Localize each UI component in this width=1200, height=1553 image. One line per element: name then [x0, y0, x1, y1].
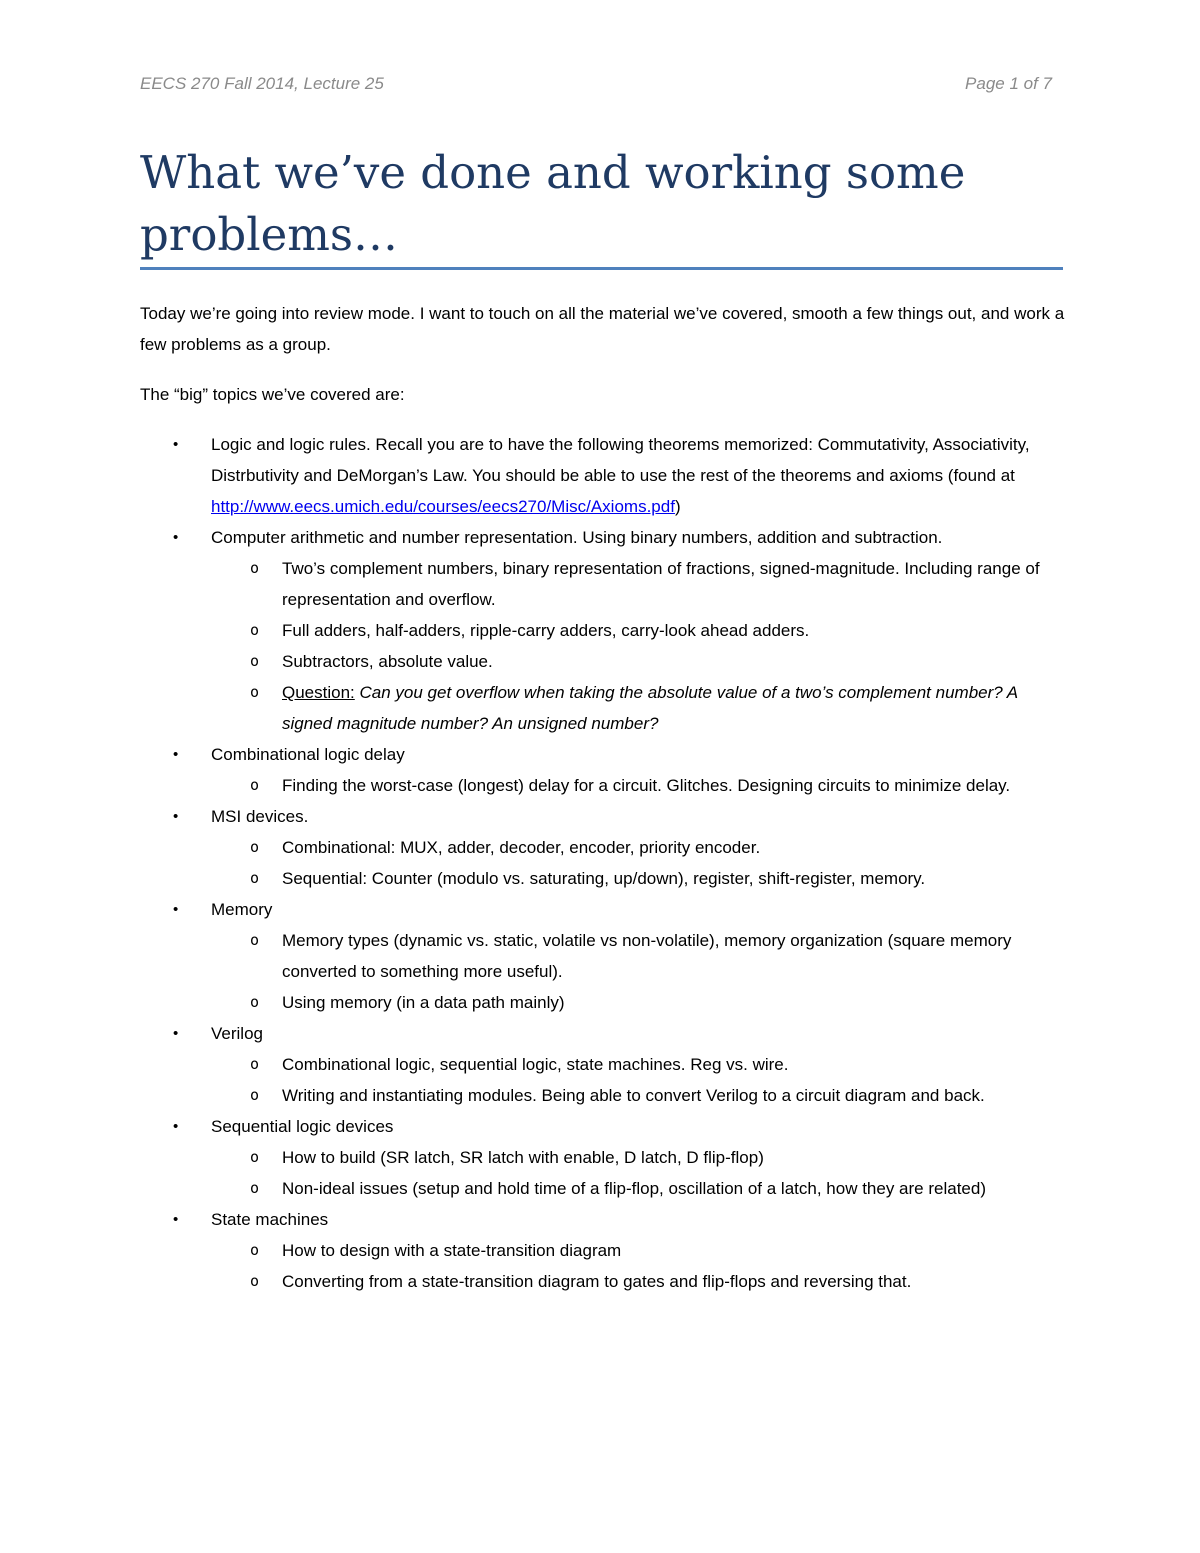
- page-title: What we’ve done and working some problems…: [140, 146, 966, 261]
- subtopic-text: Using memory (in a data path mainly): [282, 993, 565, 1012]
- bullet-icon: •: [173, 901, 179, 918]
- subtopic-item: [211, 832, 1070, 863]
- subtopic-item: [211, 1049, 1070, 1080]
- topics-lead-in: The “big” topics we’ve covered are:: [140, 385, 405, 404]
- topic-text: Combinational logic delay: [211, 745, 405, 764]
- sub-bullet-icon: o: [250, 931, 260, 949]
- topic-combinational-delay: [140, 739, 1070, 801]
- header-course-lecture: EECS 270 Fall 2014, Lecture 25: [140, 74, 384, 93]
- topic-text: Memory: [211, 900, 273, 919]
- sub-bullet-icon: o: [250, 1055, 260, 1073]
- subtopic-item: [211, 863, 1070, 894]
- subtopic-item: [211, 1142, 1070, 1173]
- subtopics-list: [211, 770, 1070, 801]
- subtopic-item: [211, 1173, 1070, 1204]
- sub-bullet-icon: o: [250, 559, 260, 577]
- subtopic-item: [211, 1235, 1070, 1266]
- topic-logic-rules: [140, 429, 1070, 522]
- subtopic-item: [211, 1080, 1070, 1111]
- subtopic-text: How to build (SR latch, SR latch with enable, D latch, D flip-flop): [282, 1148, 764, 1167]
- subtopics-list: [211, 1049, 1070, 1111]
- sub-bullet-icon: o: [250, 621, 260, 639]
- subtopic-item: [211, 925, 1070, 987]
- sub-bullet-icon: o: [250, 776, 260, 794]
- subtopics-list: [211, 925, 1070, 1018]
- intro-paragraph: Today we’re going into review mode. I want to touch on all the material we’ve covered, smooth a few things out, and work a few problems as a group.: [140, 304, 1065, 354]
- subtopic-text: Converting from a state-transition diagram to gates and flip-flops and reversing that.: [282, 1272, 912, 1291]
- subtopic-text: Combinational: MUX, adder, decoder, encoder, priority encoder.: [282, 838, 761, 857]
- topic-msi-devices: [140, 801, 1070, 894]
- subtopic-text: Memory types (dynamic vs. static, volatile vs non-volatile), memory organization (square memory converted to something more useful).: [282, 931, 1012, 981]
- topic-computer-arithmetic: [140, 522, 1070, 739]
- subtopic-text: Combinational logic, sequential logic, state machines. Reg vs. wire.: [282, 1055, 789, 1074]
- topic-verilog: [140, 1018, 1070, 1111]
- topics-list: [140, 429, 1070, 1297]
- bullet-icon: •: [173, 436, 179, 453]
- sub-bullet-icon: o: [250, 1086, 260, 1104]
- subtopic-text: Sequential: Counter (modulo vs. saturating, up/down), register, shift-register, memory.: [282, 869, 926, 888]
- subtopic-text: Full adders, half-adders, ripple-carry adders, carry-look ahead adders.: [282, 621, 810, 640]
- subtopic-text: Subtractors, absolute value.: [282, 652, 493, 671]
- subtopic-item: [211, 553, 1070, 615]
- sub-bullet-icon: o: [250, 1179, 260, 1197]
- subtopic-item: [211, 1266, 1070, 1297]
- topic-sequential-devices: [140, 1111, 1070, 1204]
- topic-text: Verilog: [211, 1024, 263, 1043]
- bullet-icon: •: [173, 746, 179, 763]
- sub-bullet-icon: o: [250, 1241, 260, 1259]
- subtopic-question: [211, 677, 1070, 739]
- subtopic-item: [211, 615, 1070, 646]
- subtopic-text: Two’s complement numbers, binary representation of fractions, signed-magnitude. Including range of representation and overflow.: [282, 559, 1040, 609]
- bullet-icon: •: [173, 1211, 179, 1228]
- subtopics-list: [211, 1142, 1070, 1204]
- subtopics-list: [211, 553, 1070, 739]
- subtopic-item: [211, 987, 1070, 1018]
- topic-text: State machines: [211, 1210, 329, 1229]
- subtopics-list: [211, 832, 1070, 894]
- subtopic-text: Non-ideal issues (setup and hold time of a flip-flop, oscillation of a latch, how they are related): [282, 1179, 986, 1198]
- topic-text: Computer arithmetic and number representation. Using binary numbers, addition and subtraction.: [211, 528, 943, 547]
- bullet-icon: •: [173, 529, 179, 546]
- bullet-icon: •: [173, 808, 179, 825]
- sub-bullet-icon: o: [250, 1148, 260, 1166]
- topic-text-end: ): [674, 497, 681, 516]
- header-page-number: Page 1 of 7: [965, 74, 1052, 93]
- title-underline-rule: [140, 267, 1063, 270]
- sub-bullet-icon: o: [250, 683, 260, 701]
- question-label: Question:: [282, 683, 355, 702]
- topic-text: Logic and logic rules. Recall you are to have the following theorems memorized: Commutativity, Associativity, Distrbutivity and DeMorgan’s Law. You should be able to use the rest of the theorems and axioms (found at: [211, 435, 1030, 485]
- subtopic-text: How to design with a state-transition diagram: [282, 1241, 622, 1260]
- subtopic-item: [211, 770, 1070, 801]
- bullet-icon: •: [173, 1025, 179, 1042]
- sub-bullet-icon: o: [250, 1272, 260, 1290]
- subtopic-text: Writing and instantiating modules. Being able to convert Verilog to a circuit diagram and back.: [282, 1086, 985, 1105]
- topic-text: MSI devices.: [211, 807, 309, 826]
- axioms-link[interactable]: http://www.eecs.umich.edu/courses/eecs270/Misc/Axioms.pdf: [211, 497, 675, 516]
- subtopics-list: [211, 1235, 1070, 1297]
- topic-text: Sequential logic devices: [211, 1117, 394, 1136]
- subtopic-text: Finding the worst-case (longest) delay for a circuit. Glitches. Designing circuits to minimize delay.: [282, 776, 1011, 795]
- sub-bullet-icon: o: [250, 838, 260, 856]
- bullet-icon: •: [173, 1118, 179, 1135]
- subtopic-item: [211, 646, 1070, 677]
- topic-memory: [140, 894, 1070, 1018]
- sub-bullet-icon: o: [250, 869, 260, 887]
- topic-state-machines: [140, 1204, 1070, 1297]
- sub-bullet-icon: o: [250, 652, 260, 670]
- question-text: Can you get overflow when taking the absolute value of a two’s complement number? A signed magnitude number? An unsigned number?: [282, 683, 1018, 733]
- sub-bullet-icon: o: [250, 993, 260, 1011]
